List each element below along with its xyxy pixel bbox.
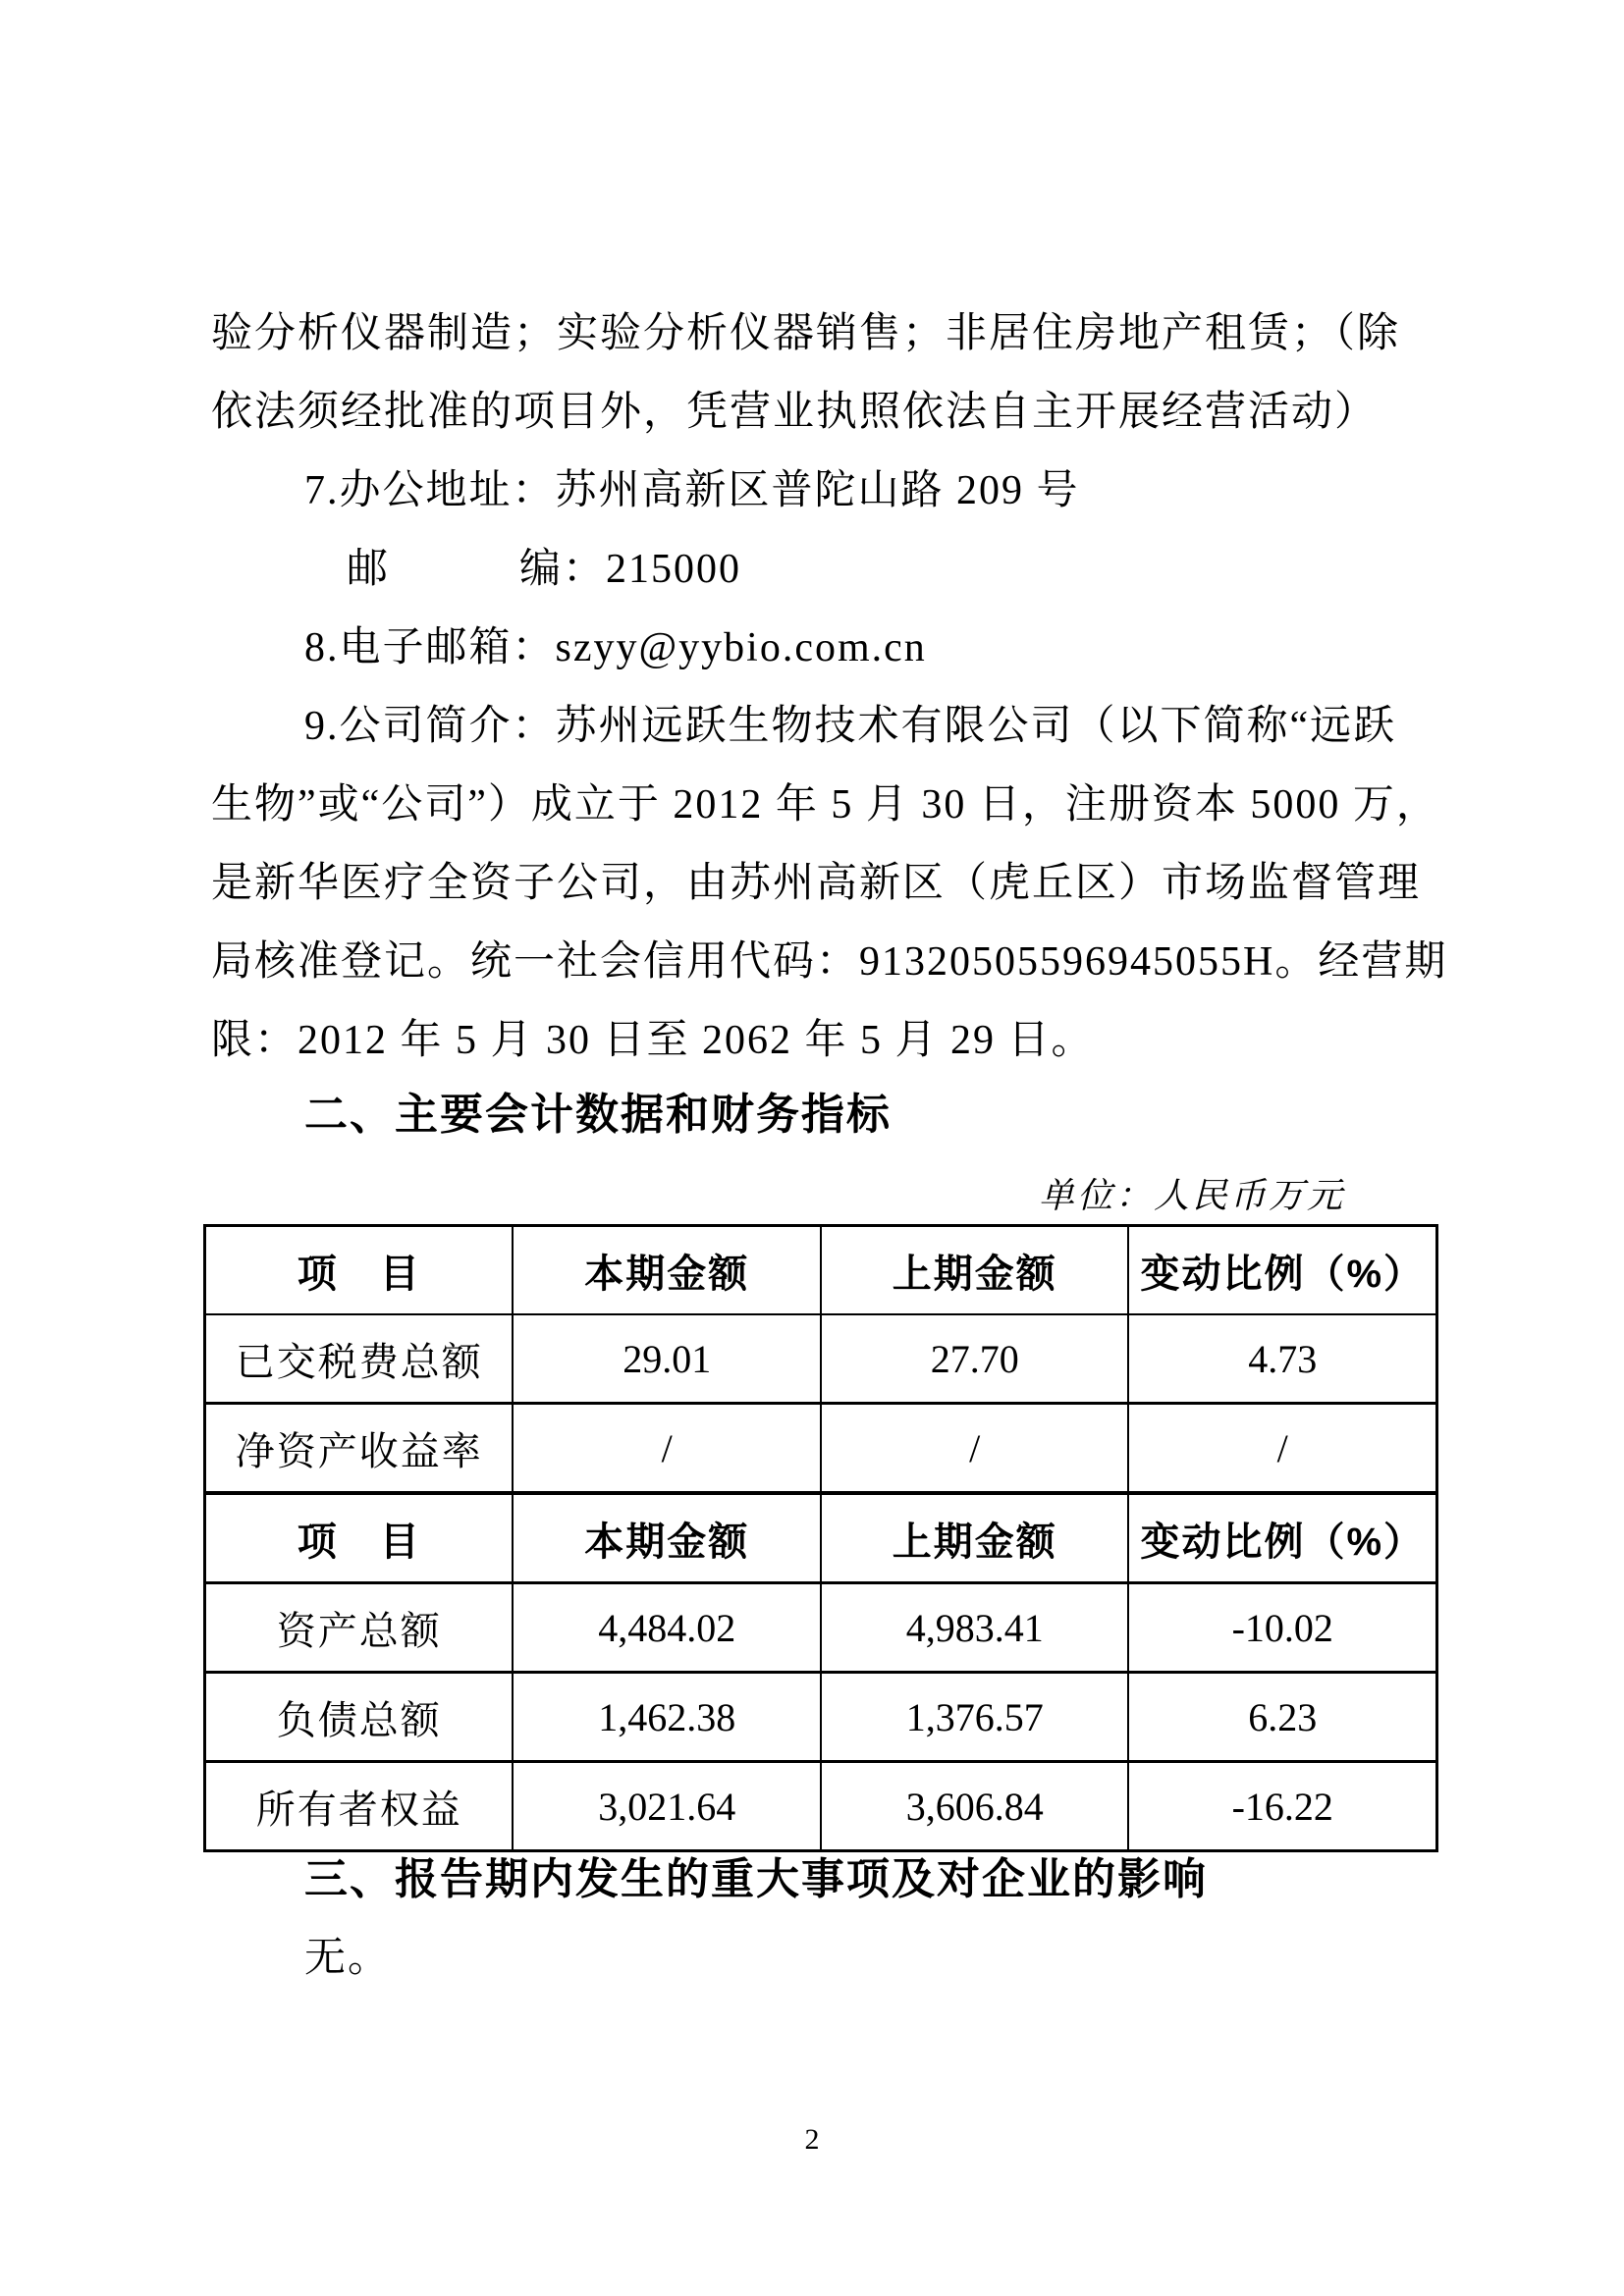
body-line-company-intro: 9.公司简介：苏州远跃生物技术有限公司（以下简称“远跃 <box>304 704 1397 749</box>
table-header-row <box>205 1493 1437 1583</box>
table-row-total-liabilities <box>205 1673 1437 1762</box>
header-cell-item: 项 目 <box>205 1226 514 1315</box>
table-row-owners-equity <box>205 1762 1437 1851</box>
section3-heading: 三、报告期内发生的重大事项及对企业的影响 <box>304 1855 1208 1903</box>
section2-heading: 二、主要会计数据和财务指标 <box>304 1091 892 1139</box>
cell-item-label: 资产总额 <box>205 1583 514 1673</box>
cell-value: 27.70 <box>821 1314 1129 1404</box>
table-row-roe <box>205 1404 1437 1494</box>
page-number: 2 <box>804 2123 820 2156</box>
cell-value: -10.02 <box>1128 1583 1436 1673</box>
section3-body: 无。 <box>304 1936 392 1981</box>
body-line-postal-code: 邮 编：215000 <box>347 547 742 592</box>
header-cell-current-amount: 本期金额 <box>513 1226 821 1315</box>
cell-value: 6.23 <box>1128 1673 1436 1762</box>
cell-value: 3,606.84 <box>821 1762 1129 1851</box>
table-row-taxes-paid <box>205 1314 1437 1404</box>
body-line: 依法须经批准的项目外，凭营业执照依法自主开展经营活动） <box>211 390 1379 435</box>
body-text <box>211 294 1448 1080</box>
body-line-office-address: 7.办公地址：苏州高新区普陀山路 209 号 <box>304 468 1080 513</box>
body-line: 生物”或“公司”）成立于 2012 年 5 月 30 日，注册资本 5000 万， <box>211 782 1439 828</box>
cell-value: 4.73 <box>1128 1314 1436 1404</box>
cell-value: 4,484.02 <box>513 1583 821 1673</box>
header-cell-prior-amount: 上期金额 <box>821 1493 1129 1583</box>
cell-item-label: 负债总额 <box>205 1673 514 1762</box>
table-row-total-assets <box>205 1583 1437 1673</box>
body-line: 是新华医疗全资子公司，由苏州高新区（虎丘区）市场监督管理 <box>211 861 1422 906</box>
cell-item-label: 净资产收益率 <box>205 1404 514 1494</box>
table-unit-label: 单位：人民币万元 <box>1038 1176 1345 1215</box>
cell-value: 4,983.41 <box>821 1583 1129 1673</box>
cell-value: 1,376.57 <box>821 1673 1129 1762</box>
cell-value: / <box>513 1404 821 1494</box>
cell-value: 1,462.38 <box>513 1673 821 1762</box>
cell-item-label: 所有者权益 <box>255 1787 462 1832</box>
body-line: 局核准登记。统一社会信用代码：91320505596945055H。经营期 <box>211 939 1448 985</box>
cell-value: / <box>1128 1404 1436 1494</box>
body-line-email: 8.电子邮箱：szyy@yybio.com.cn <box>304 625 927 670</box>
body-line: 验分析仪器制造；实验分析仪器销售；非居住房地产租赁；（除 <box>211 311 1401 356</box>
header-cell-change-ratio: 变动比例（%） <box>1128 1226 1436 1315</box>
header-cell-item: 项 目 <box>205 1493 514 1583</box>
cell-value: 29.01 <box>513 1314 821 1404</box>
body-line: 限：2012 年 5 月 30 日至 2062 年 5 月 29 日。 <box>211 1018 1095 1063</box>
header-cell-prior-amount: 上期金额 <box>821 1226 1129 1315</box>
cell-item-label: 已交税费总额 <box>205 1314 514 1404</box>
cell-value: / <box>821 1404 1129 1494</box>
cell-value: 3,021.64 <box>513 1762 821 1851</box>
financial-table <box>203 1224 1438 1852</box>
cell-value: -16.22 <box>1128 1762 1436 1851</box>
table-header-row <box>205 1226 1437 1315</box>
header-cell-change-ratio: 变动比例（%） <box>1128 1493 1436 1583</box>
header-cell-current-amount: 本期金额 <box>513 1493 821 1583</box>
